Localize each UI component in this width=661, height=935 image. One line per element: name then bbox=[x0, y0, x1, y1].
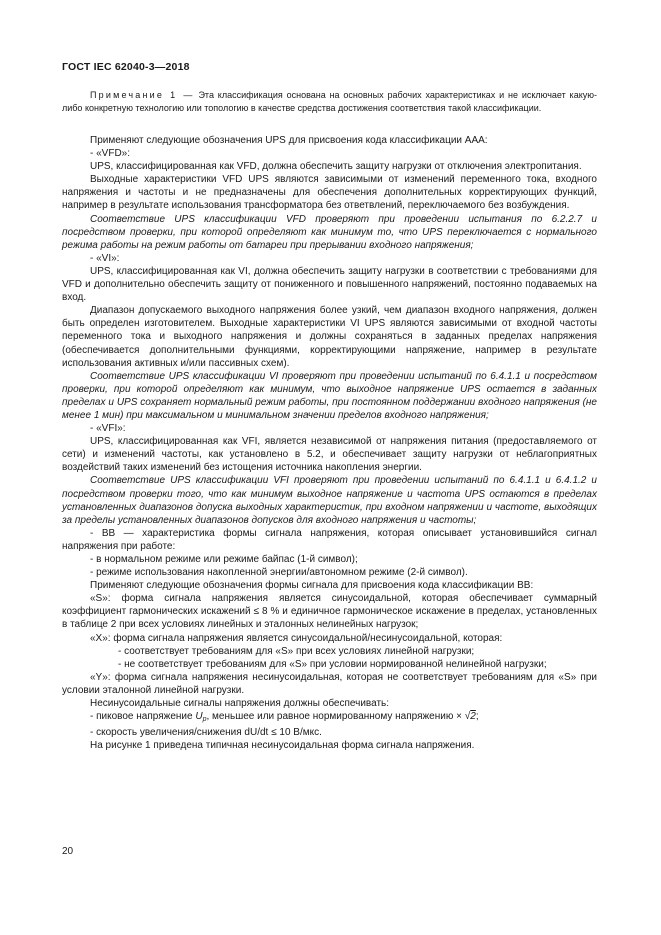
formula-lead: - пиковое напряжение bbox=[90, 711, 193, 723]
paragraph: UPS, классифицированная как VFI, является независимой от напряжения питания (предоставляемого от сети) и изменений частоты, как установлено в 5.2, и обеспечивает защиту нагрузки от неблагоприятных воздействий таких изменений без истощения источника накопления энергии. bbox=[62, 436, 597, 474]
sub-list-item: - соответствует требованиям для «S» при всех условиях линейной нагрузки; bbox=[118, 645, 475, 657]
paragraph: Выходные характеристики VFD UPS являются зависимыми от изменений переменного тока, входного напряжения и частоты и не предназначены для обеспечения дополнительных корректирующих функций, например в результате использования трансформатора без ответвлений, переключаемого без возбуждения. bbox=[62, 174, 597, 212]
note-label: Примечание 1 — bbox=[90, 90, 195, 100]
list-item: - режиме использования накопленной энергии/автономном режиме (2-й символ). bbox=[90, 567, 468, 579]
list-item: - в нормальном режиме или режиме байпас (1-й символ); bbox=[90, 554, 358, 565]
formula-item bbox=[62, 710, 597, 726]
paragraph: Применяют следующие обозначения UPS для присвоения кода классификации ААА: bbox=[90, 135, 488, 146]
paragraph: UPS, классифицированная как VI, должна обеспечить защиту нагрузки в соответствии с требованиями для VFD и дополнительно обеспечить защиту от пониженного и повышенного напряжений, постоянно подаваемых на вход. bbox=[62, 265, 597, 304]
paragraph: «S»: форма сигнала напряжения является синусоидальной, которая обеспечивает суммарный коэффициент гармонических искажений ≤ 8 % и единичное гармоническое искажение в пределах, установленных в таблице 2 при всех условиях линейных и эталонных нелинейных нагрузок; bbox=[62, 593, 597, 631]
sub-list-item: - не соответствует требованиям для «S» при условии нормированной нелинейной нагрузки; bbox=[118, 658, 547, 670]
document-body bbox=[62, 134, 597, 752]
list-item: - «VI»: bbox=[90, 252, 120, 264]
paragraph: Диапазон допускаемого выходного напряжения более узкий, чем диапазон входного напряжения, должен быть определен изготовителем. Выходные характеристики VI UPS являются зависимыми от входной частоты переменного тока и выходного напряжения и должны сохраняться в заданных пределах напряжения (обеспечивается дополнительными функциями, корректирующими напряжение, например в результате использования активных и/или пассивных схем). bbox=[62, 305, 597, 369]
formula-subscript: p bbox=[202, 716, 207, 724]
list-item: - скорость увеличения/снижения dU/dt ≤ 10 В/мкс. bbox=[90, 727, 322, 739]
formula-root: 2 bbox=[470, 711, 476, 723]
list-item: - ВВ — характеристика формы сигнала напряжения, которая описывает установившийся сигнал напряжения при работе: bbox=[62, 527, 597, 552]
list-item: - «VFI»: bbox=[90, 423, 126, 435]
page-number: 20 bbox=[62, 846, 74, 857]
paragraph: «X»: форма сигнала напряжения является синусоидальной/несинусоидальной, которая: bbox=[90, 632, 503, 644]
standard-header: ГОСТ IEC 62040-3—2018 bbox=[62, 61, 190, 73]
note-text: Эта классификация основана на основных рабочих характеристиках и не исключает какую-либо конкретную технологию или топологию в качестве средства достижения соответствия такой классификации. bbox=[62, 90, 597, 113]
formula-end: ; bbox=[475, 711, 479, 723]
sqrt-sign: √ bbox=[464, 711, 471, 723]
paragraph: Применяют следующие обозначения формы сигнала для присвоения кода классификации ВВ: bbox=[90, 580, 534, 592]
paragraph-italic: Соответствие UPS классификации VFD проверяют при проведении испытания по 6.2.2.7 и посредством проверки, при которой определяют как минимум то, что UPS переключается с нормального режима работы на режим работы от батареи при прерывании входного напряжения; bbox=[62, 213, 597, 251]
paragraph: На рисунке 1 приведена типичная несинусоидальная форма сигнала напряжения. bbox=[90, 740, 475, 752]
paragraph: Несинусоидальные сигналы напряжения должны обеспечивать: bbox=[90, 698, 390, 710]
paragraph: UPS, классифицированная как VFD, должна обеспечить защиту нагрузки от отключения электропитания. bbox=[90, 161, 582, 173]
formula-tail: , меньшее или равное нормированному напряжению × bbox=[206, 711, 462, 723]
classification-note bbox=[62, 89, 597, 115]
paragraph-italic: Соответствие UPS классификации VI проверяют при проведении испытаний по 6.4.1.1 и посредством проверки, при которой определяют как минимум, что выходное напряжение UPS остается в заданных пределах и UPS сохраняет нормальный режим работы, при постоянном поддержании входного напряжения (не менее 1 мин) при максимальном и минимальном значении пределов входного напряжения; bbox=[62, 370, 597, 421]
formula-symbol: U bbox=[195, 711, 203, 723]
list-item: - «VFD»: bbox=[90, 148, 131, 160]
paragraph-italic: Соответствие UPS классификации VFI проверяют при проведении испытаний по 6.4.1.1 и 6.4.1.2 и посредством проверки того, что как минимум выходное напряжение и частота UPS остаются в пределах установленных диапазонов допуска выходных характеристик, при входном напряжении и частоте, выходящих за пределы установленных диапазонов допусков для входного напряжения и частоты; bbox=[62, 475, 597, 526]
paragraph: «Y»: форма сигнала напряжения несинусоидальная, которая не соответствует требованиям для «S» при условии эталонной линейной нагрузки. bbox=[62, 671, 597, 696]
